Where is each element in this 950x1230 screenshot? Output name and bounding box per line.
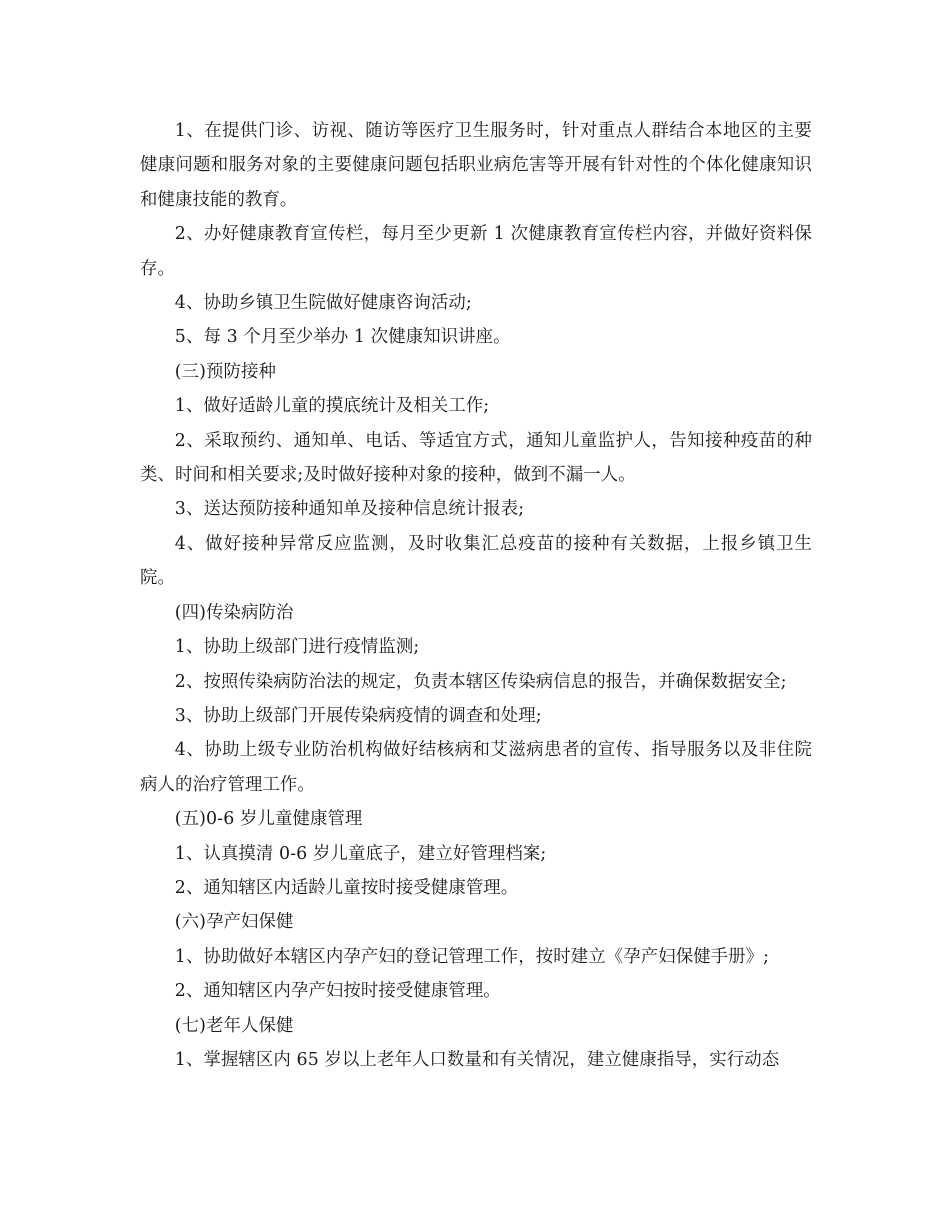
section-heading-vaccination: (三)预防接种 xyxy=(174,361,277,382)
paragraph-5: 1、做好适龄儿童的摸底统计及相关工作; xyxy=(174,396,490,417)
paragraph-7: 3、送达预防接种通知单及接种信息统计报表; xyxy=(174,499,525,520)
section-heading-child-health: (五)0-6 岁儿童健康管理 xyxy=(174,809,363,830)
section-heading-elderly-health: (七)老年人保健 xyxy=(174,1015,294,1036)
paragraph-12: 4、协助上级专业防治机构做好结核病和艾滋病患者的宣传、指导服务以及非住院病人的治疗管理工作。 xyxy=(140,740,812,795)
paragraph-8: 4、做好接种异常反应监测，及时收集汇总疫苗的接种有关数据，上报乡镇卫生院。 xyxy=(140,533,812,589)
document-body xyxy=(140,114,812,1077)
paragraph-14: 2、通知辖区内适龄儿童按时接受健康管理。 xyxy=(174,877,519,898)
paragraph-17: 1、掌握辖区内 65 岁以上老年人口数量和有关情况，建立健康指导，实行动态 xyxy=(174,1049,780,1070)
paragraph-16: 2、通知辖区内孕产妇按时接受健康管理。 xyxy=(174,981,501,1002)
paragraph-13: 1、认真摸清 0-6 岁儿童底子，建立好管理档案; xyxy=(174,843,547,864)
paragraph-6: 2、采取预约、通知单、电话、等适宜方式，通知儿童监护人，告知接种疫苗的种类、时间和相关要求;及时做好接种对象的接种，做到不漏一人。 xyxy=(140,430,812,486)
paragraph-4: 5、每 3 个月至少举办 1 次健康知识讲座。 xyxy=(174,327,511,348)
paragraph-9: 1、协助上级部门进行疫情监测; xyxy=(174,637,420,658)
paragraph-2: 2、办好健康教育宣传栏，每月至少更新 1 次健康教育宣传栏内容，并做好资料保存。 xyxy=(140,224,812,279)
section-heading-infectious-disease: (四)传染病防治 xyxy=(174,602,294,623)
paragraph-10: 2、按照传染病防治法的规定，负责本辖区传染病信息的报告，并确保数据安全; xyxy=(174,671,787,692)
section-heading-maternal-health: (六)孕产妇保健 xyxy=(174,912,294,933)
paragraph-15: 1、协助做好本辖区内孕产妇的登记管理工作，按时建立《孕产妇保健手册》; xyxy=(174,946,770,967)
paragraph-3: 4、协助乡镇卫生院做好健康咨询活动; xyxy=(174,293,472,314)
paragraph-1: 1、在提供门诊、访视、随访等医疗卫生服务时，针对重点人群结合本地区的主要健康问题和服务对象的主要健康问题包括职业病危害等开展有针对性的个体化健康知识和健康技能的教育。 xyxy=(140,121,812,210)
paragraph-11: 3、协助上级部门开展传染病疫情的调查和处理; xyxy=(174,705,542,726)
